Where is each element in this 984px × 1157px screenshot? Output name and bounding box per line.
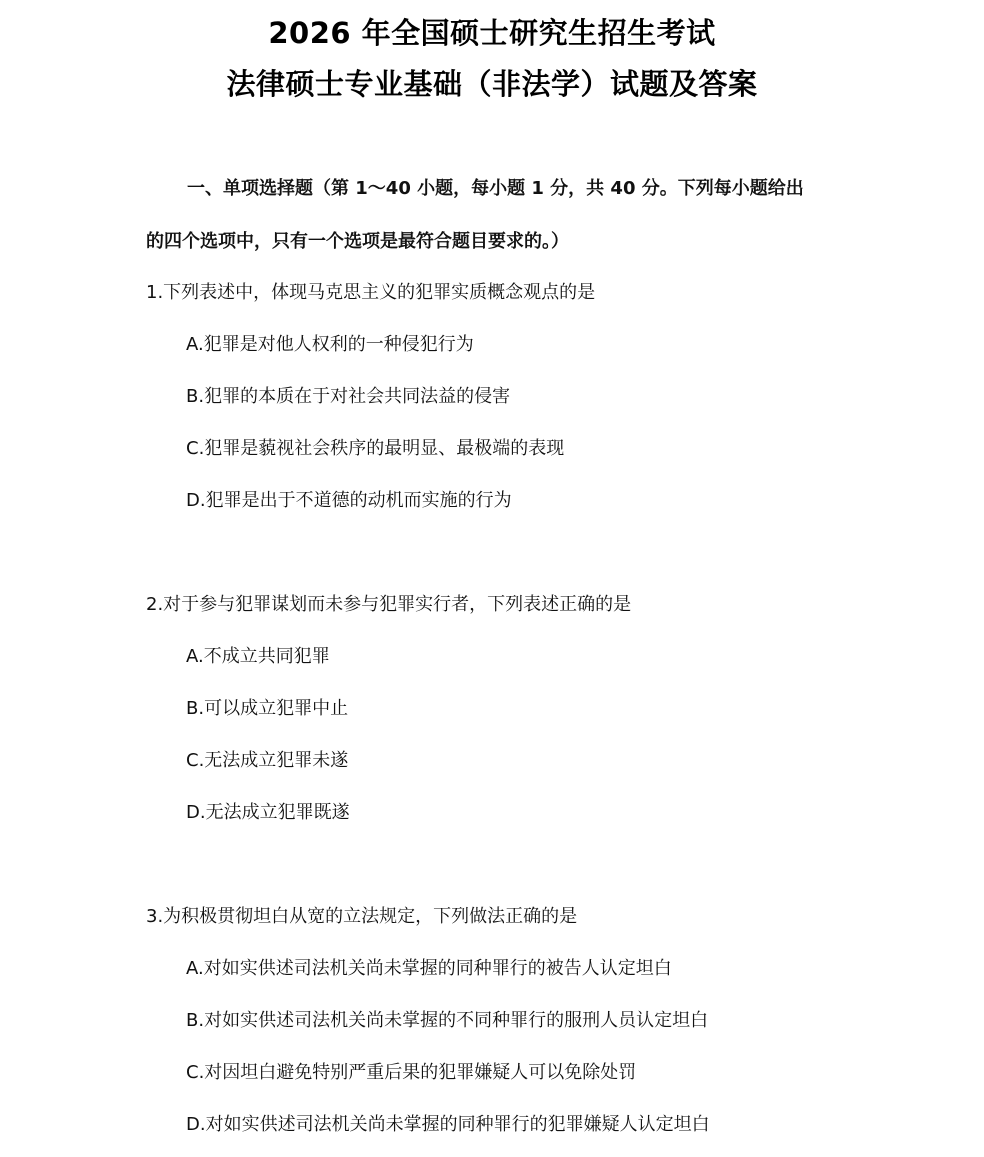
question-2-stem: 2.对于参与犯罪谋划而未参与犯罪实行者，下列表述正确的是 (146, 594, 632, 615)
question-2-option-a: A.不成立共同犯罪 (186, 646, 330, 667)
question-1-option-b: B.犯罪的本质在于对社会共同法益的侵害 (186, 386, 511, 407)
question-2-option-c: C.无法成立犯罪未遂 (186, 750, 349, 771)
question-2-option-b: B.可以成立犯罪中止 (186, 698, 349, 719)
question-3-option-a: A.对如实供述司法机关尚未掌握的同种罪行的被告人认定坦白 (186, 958, 672, 979)
question-3-option-d: D.对如实供述司法机关尚未掌握的同种罪行的犯罪嫌疑人认定坦白 (186, 1114, 710, 1135)
section-heading-line1: 一、单项选择题（第 1～40 小题，每小题 1 分，共 40 分。下列每小题给出 (187, 178, 804, 199)
question-1-option-c: C.犯罪是藐视社会秩序的最明显、最极端的表现 (186, 438, 565, 459)
question-1-stem: 1.下列表述中，体现马克思主义的犯罪实质概念观点的是 (146, 282, 596, 303)
question-2-option-d: D.无法成立犯罪既遂 (186, 802, 350, 823)
section-heading-line2: 的四个选项中，只有一个选项是最符合题目要求的。） (146, 231, 569, 252)
question-3-stem: 3.为积极贯彻坦白从宽的立法规定，下列做法正确的是 (146, 906, 578, 927)
document-title-line2: 法律硕士专业基础（非法学）试题及答案 (226, 67, 758, 101)
question-3-option-c: C.对因坦白避免特别严重后果的犯罪嫌疑人可以免除处罚 (186, 1062, 637, 1083)
question-1-option-a: A.犯罪是对他人权利的一种侵犯行为 (186, 334, 474, 355)
question-1-option-d: D.犯罪是出于不道德的动机而实施的行为 (186, 490, 512, 511)
question-3-option-b: B.对如实供述司法机关尚未掌握的不同种罪行的服刑人员认定坦白 (186, 1010, 709, 1031)
document-title-line1: 2026 年全国硕士研究生招生考试 (268, 16, 716, 50)
